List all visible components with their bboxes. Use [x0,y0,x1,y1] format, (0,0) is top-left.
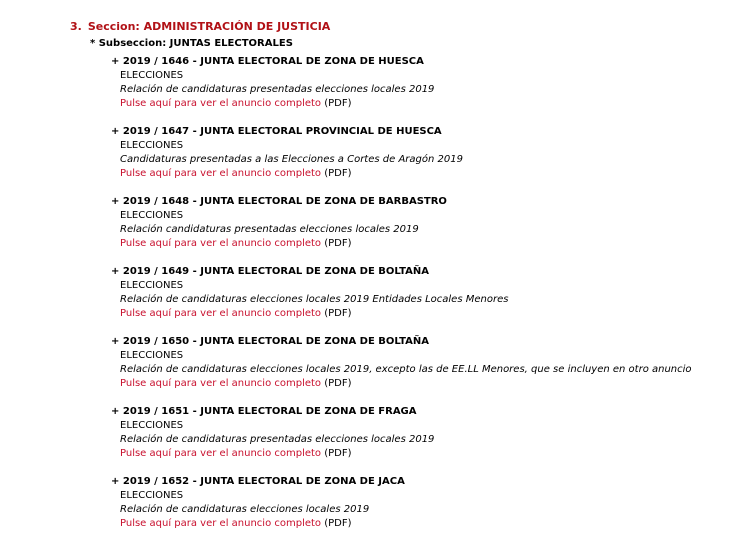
section-heading [70,20,330,33]
section-number: 3. [70,20,82,33]
announcement-item [111,405,731,475]
announcement-description: Relación de candidaturas elecciones locales 2019, excepto las de EE.LL Menores, que se incluyen en otro anuncio [120,364,692,375]
full-announcement-link[interactable]: Pulse aquí para ver el anuncio completo [120,168,322,179]
announcement-category: ELECCIONES [120,140,184,151]
announcement-description: Relación de candidaturas elecciones locales 2019 [120,504,370,515]
announcement-item [111,475,731,545]
subsection-heading: * Subseccion: JUNTAS ELECTORALES [90,38,293,49]
full-announcement-link[interactable]: Pulse aquí para ver el anuncio completo [120,518,322,529]
full-announcement-link[interactable]: Pulse aquí para ver el anuncio completo [120,238,322,249]
pdf-format-label: (PDF) [324,98,352,109]
announcement-title[interactable]: + 2019 / 1652 - JUNTA ELECTORAL DE ZONA DE JACA [111,476,405,487]
full-announcement-link[interactable]: Pulse aquí para ver el anuncio completo [120,308,322,319]
announcement-item [111,125,731,195]
pdf-format-label: (PDF) [324,448,352,459]
announcement-description: Candidaturas presentadas a las Elecciones a Cortes de Aragón 2019 [120,154,463,165]
pdf-format-label: (PDF) [324,378,352,389]
full-announcement-link[interactable]: Pulse aquí para ver el anuncio completo [120,448,322,459]
pdf-format-label: (PDF) [324,308,352,319]
announcement-title[interactable]: + 2019 / 1651 - JUNTA ELECTORAL DE ZONA DE FRAGA [111,406,417,417]
announcement-category: ELECCIONES [120,420,184,431]
announcement-category: ELECCIONES [120,210,184,221]
announcement-category: ELECCIONES [120,70,184,81]
announcement-description: Relación de candidaturas elecciones locales 2019 Entidades Locales Menores [120,294,509,305]
announcement-item [111,265,731,335]
announcement-title[interactable]: + 2019 / 1647 - JUNTA ELECTORAL PROVINCIAL DE HUESCA [111,126,442,137]
announcement-description: Relación de candidaturas presentadas elecciones locales 2019 [120,84,435,95]
pdf-format-label: (PDF) [324,518,352,529]
announcement-title[interactable]: + 2019 / 1646 - JUNTA ELECTORAL DE ZONA DE HUESCA [111,56,424,67]
announcement-item [111,55,731,125]
announcement-title[interactable]: + 2019 / 1648 - JUNTA ELECTORAL DE ZONA DE BARBASTRO [111,196,447,207]
announcement-item [111,195,731,265]
announcement-title[interactable]: + 2019 / 1649 - JUNTA ELECTORAL DE ZONA DE BOLTAÑA [111,266,430,277]
pdf-format-label: (PDF) [324,238,352,249]
pdf-format-label: (PDF) [324,168,352,179]
announcement-description: Relación candidaturas presentadas elecciones locales 2019 [120,224,419,235]
announcement-description: Relación de candidaturas presentadas elecciones locales 2019 [120,434,435,445]
announcement-item [111,335,731,405]
full-announcement-link[interactable]: Pulse aquí para ver el anuncio completo [120,98,322,109]
announcement-category: ELECCIONES [120,490,184,501]
announcement-category: ELECCIONES [120,280,184,291]
announcement-title[interactable]: + 2019 / 1650 - JUNTA ELECTORAL DE ZONA DE BOLTAÑA [111,336,430,347]
section-label: Seccion: ADMINISTRACIÓN DE JUSTICIA [87,20,331,33]
announcement-list [111,55,731,545]
announcement-category: ELECCIONES [120,350,184,361]
full-announcement-link[interactable]: Pulse aquí para ver el anuncio completo [120,378,322,389]
